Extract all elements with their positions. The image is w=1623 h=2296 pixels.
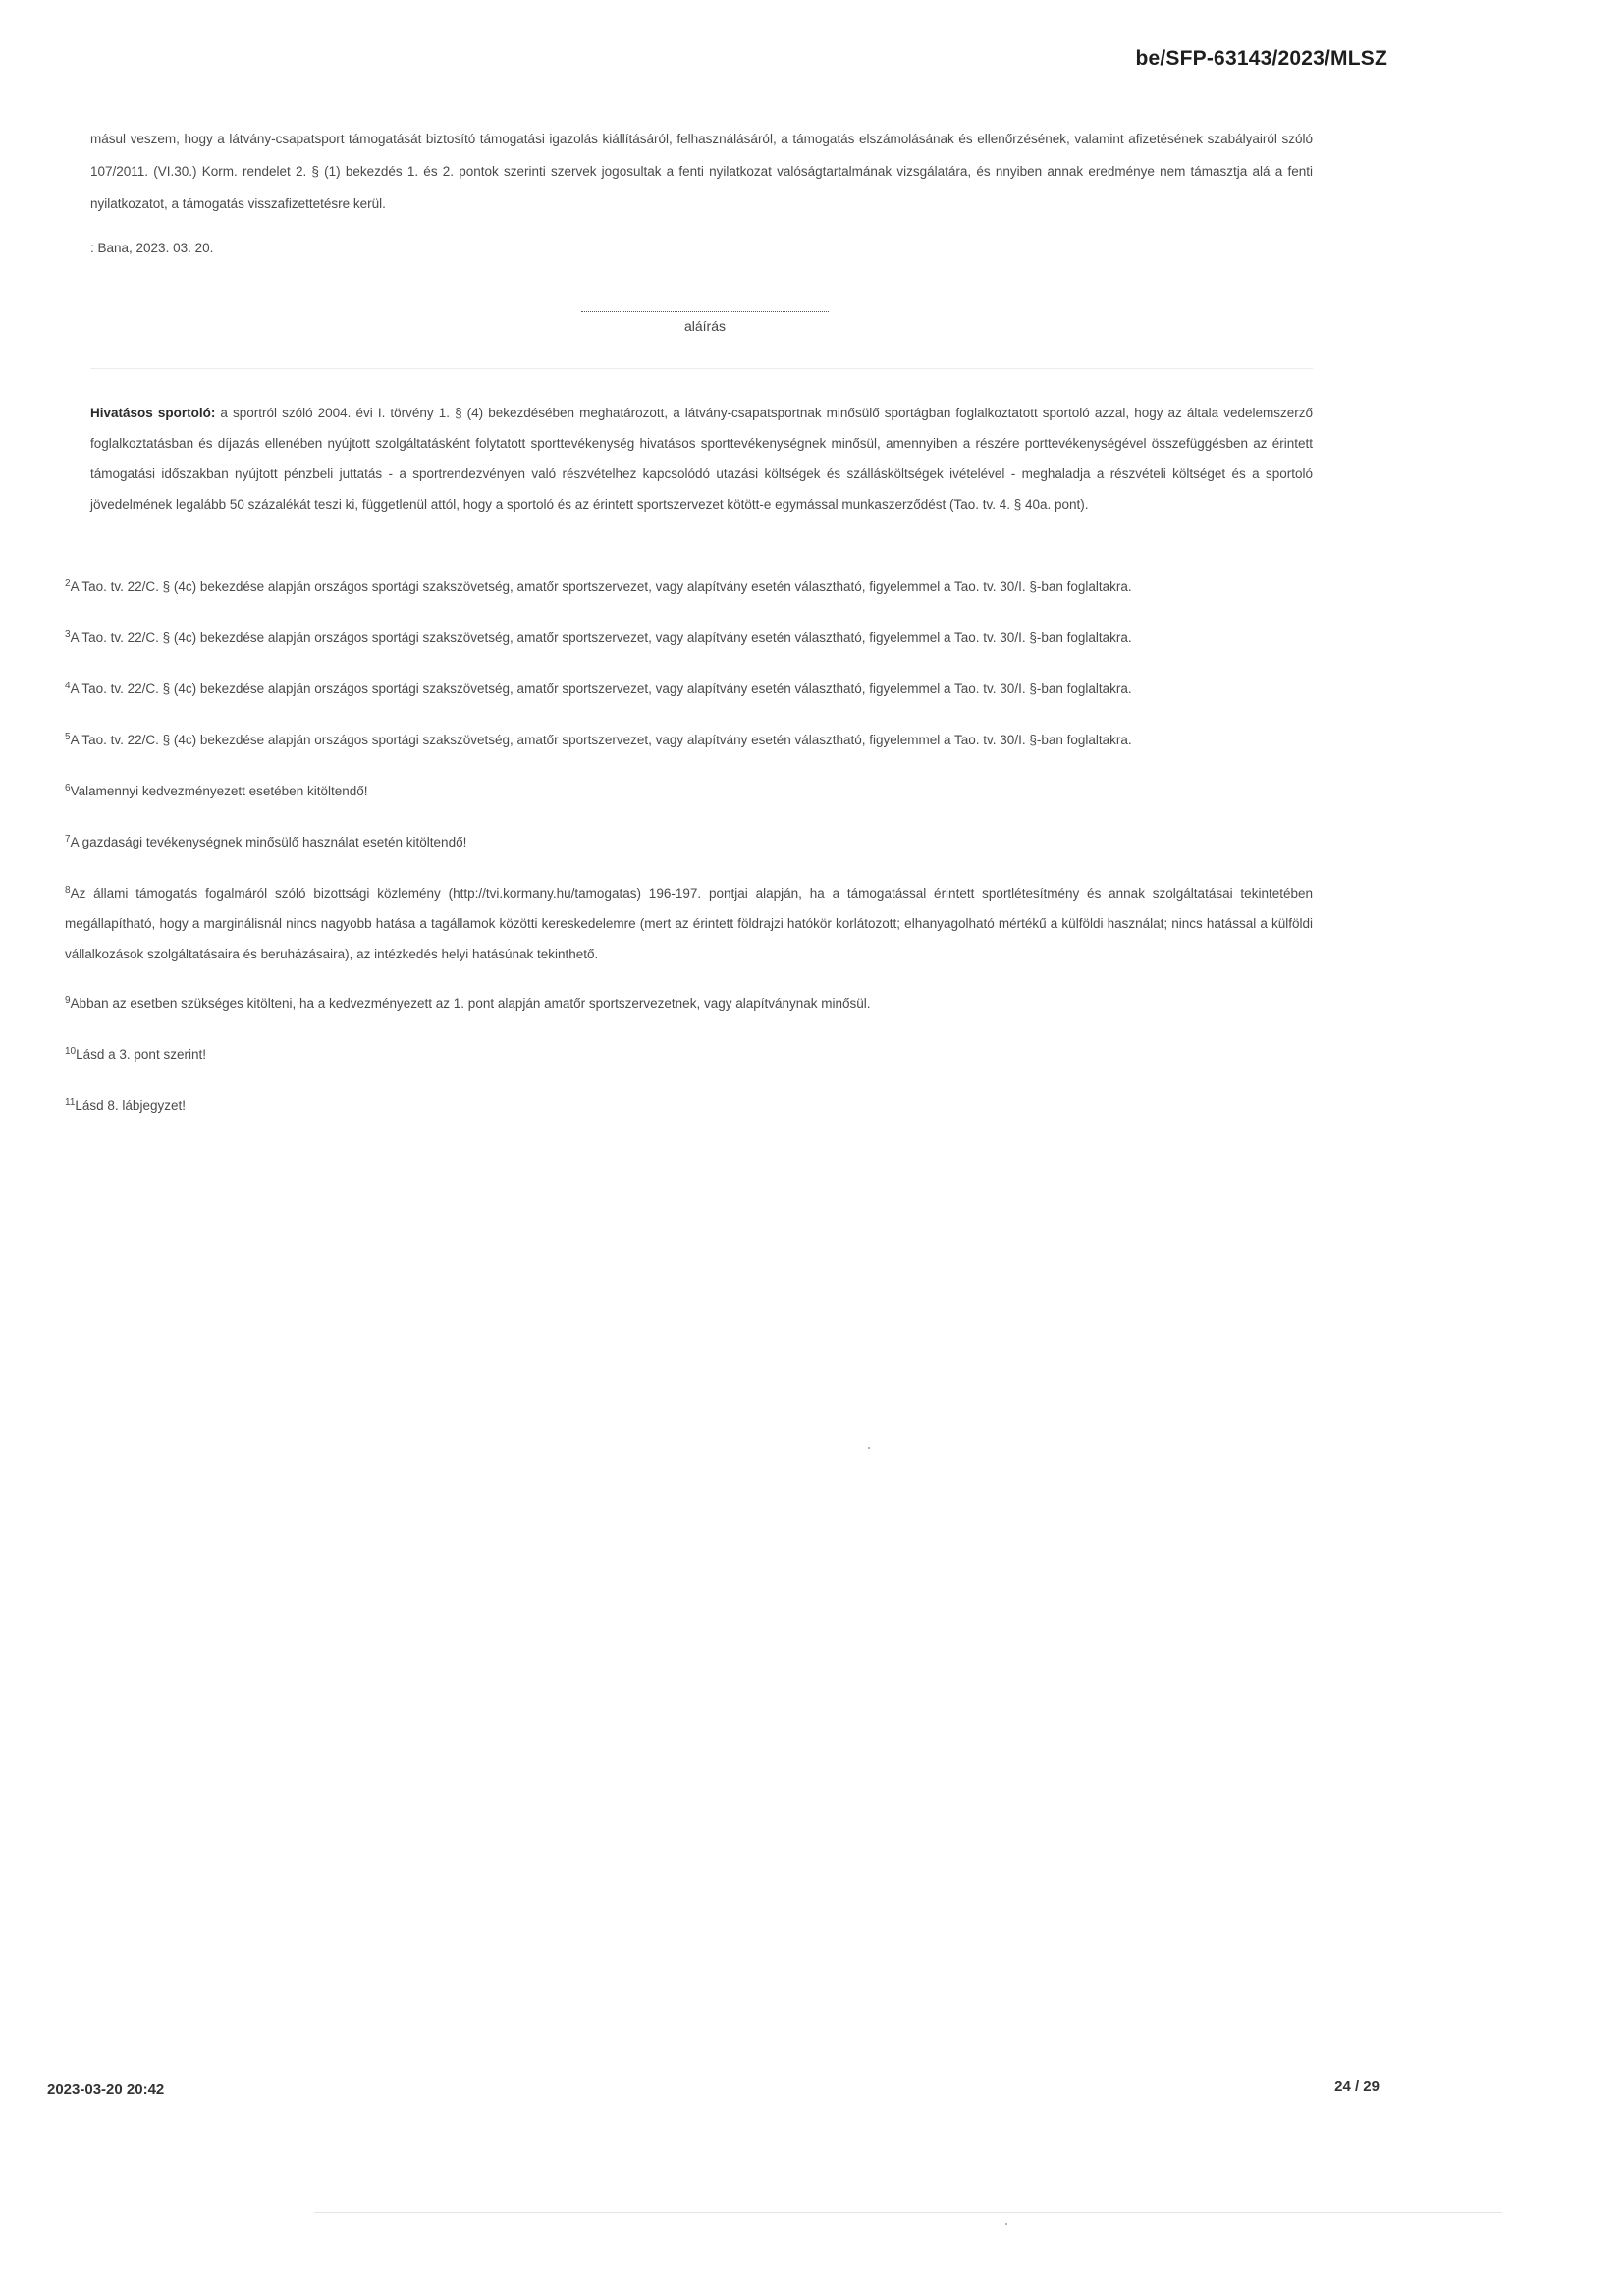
footnote-4 xyxy=(65,674,1313,704)
footnote-number: 10 xyxy=(65,1046,77,1057)
footnote-text: Az állami támogatás fogalmáról szóló bizottsági közlemény (http://tvi.kormany.hu/tamogatas) 196-197. pontjai alapján, ha a támogatással érintett sportlétesítmény és annak szolgáltatásai tekintetében megállapítható, hogy a marginálisnál nincs nagyobb hatása a tagállamok közötti kereskedelemre (mert az érintett földrajzi hatókör korlátozott; elhanyagolható mértékű a külföldi használat; nincs hatással a külföldi vállalkozások szolgáltatásaira és beruházásaira), az intézkedés helyi hatásúnak tekinthető. xyxy=(65,886,1313,961)
section-divider xyxy=(90,368,1313,369)
footnote-text: A Tao. tv. 22/C. § (4c) bekezdése alapján országos sportági szakszövetség, amatőr sportszervezet, vagy alapítvány esetén választható, figyelemmel a Tao. tv. 30/I. §-ban foglaltakra. xyxy=(70,579,1132,594)
footer-page-number: 24 / 29 xyxy=(1334,2078,1380,2095)
footnote-number: 2 xyxy=(65,578,71,589)
footnote-number: 5 xyxy=(65,732,71,742)
scan-speck xyxy=(1005,2223,1007,2225)
footnote-text: A gazdasági tevékenységnek minősülő használat esetén kitöltendő! xyxy=(70,835,467,849)
footnote-number: 11 xyxy=(65,1097,76,1108)
signature-line xyxy=(581,311,829,312)
footnote-number: 4 xyxy=(65,681,71,691)
place-and-date: : Bana, 2023. 03. 20. xyxy=(90,241,214,255)
footnote-number: 6 xyxy=(65,783,71,793)
footnote-text: Lásd 8. lábjegyzet! xyxy=(75,1098,186,1113)
footnote-8 xyxy=(65,878,1313,969)
signature-label: aláírás xyxy=(683,318,727,334)
footnote-text: A Tao. tv. 22/C. § (4c) bekezdése alapján országos sportági szakszövetség, amatőr sportszervezet, vagy alapítvány esetén választható, figyelemmel a Tao. tv. 30/I. §-ban foglaltakra. xyxy=(70,733,1132,747)
footnote-number: 3 xyxy=(65,629,71,640)
footnote-2 xyxy=(65,572,1313,602)
document-reference: be/SFP-63143/2023/MLSZ xyxy=(1135,47,1387,70)
footnote-text: A Tao. tv. 22/C. § (4c) bekezdése alapján országos sportági szakszövetség, amatőr sportszervezet, vagy alapítvány esetén választható, figyelemmel a Tao. tv. 30/I. §-ban foglaltakra. xyxy=(70,630,1132,645)
footnote-text: Valamennyi kedvezményezett esetében kitöltendő! xyxy=(70,784,368,798)
footnote-5 xyxy=(65,725,1313,755)
footnote-3 xyxy=(65,623,1313,653)
footnote-number: 8 xyxy=(65,885,71,896)
footer-timestamp: 2023-03-20 20:42 xyxy=(47,2081,165,2098)
scan-speck xyxy=(868,1447,870,1449)
footnote-1 xyxy=(90,398,1313,519)
bottom-rule xyxy=(314,2212,1502,2213)
footnote-number: 7 xyxy=(65,834,71,845)
footnote-1-text: a sportról szóló 2004. évi I. törvény 1. § (4) bekezdésében meghatározott, a látvány-csapatsportnak minősülő sportágban foglalkoztatott sportoló azzal, hogy az általa vedelemszerző foglalkoztatásban és díjazás ellenében nyújtott szolgáltatásként folytatott sporttevékenység hivatásos sporttevékenységnek minősül, amennyiben a részére porttevékenységével összefüggésben az érintett támogatási időszakban nyújtott pénzbeli juttatás - a sportrendezvényen való részvételhez kapcsolódó utazási költségek és szállásköltségek ivételével - meghaladja a részvételi költséget és a sportoló jövedelmének legalább 50 százalékát teszi ki, függetlenül attól, hogy a sportoló és az érintett sportszervezet kötött-e egymással munkaszerződést (Tao. tv. 4. § 40a. pont). xyxy=(90,406,1313,512)
footnote-1-term: Hivatásos sportoló: xyxy=(90,406,216,420)
declaration-paragraph: másul veszem, hogy a látvány-csapatsport támogatását biztosító támogatási igazolás kiállításáról, felhasználásáról, a támogatás elszámolásának és ellenőrzésének, valamint afizetésének szabályairól szóló 107/2011. (VI.30.) Korm. rendelet 2. § (1) bekezdés 1. és 2. pontok szerinti szervek jogosultak a fenti nyilatkozat valóságtartalmának vizsgálatára, és nnyiben annak eredménye nem támasztja alá a fenti nyilatkozatot, a támogatás visszafizettetésre kerül. xyxy=(90,132,1313,211)
footnote-text: Lásd a 3. pont szerint! xyxy=(76,1047,206,1062)
footnote-6 xyxy=(65,776,1313,806)
footnote-10 xyxy=(65,1039,1313,1069)
footnote-11 xyxy=(65,1090,1313,1121)
footnote-text: A Tao. tv. 22/C. § (4c) bekezdése alapján országos sportági szakszövetség, amatőr sportszervezet, vagy alapítvány esetén választható, figyelemmel a Tao. tv. 30/I. §-ban foglaltakra. xyxy=(70,682,1132,696)
footnote-9 xyxy=(65,988,1313,1018)
footnote-number: 9 xyxy=(65,995,71,1006)
footnote-7 xyxy=(65,827,1313,857)
footnote-text: Abban az esetben szükséges kitölteni, ha a kedvezményezett az 1. pont alapján amatőr sportszervezetnek, vagy alapítványnak minősül. xyxy=(70,996,871,1011)
